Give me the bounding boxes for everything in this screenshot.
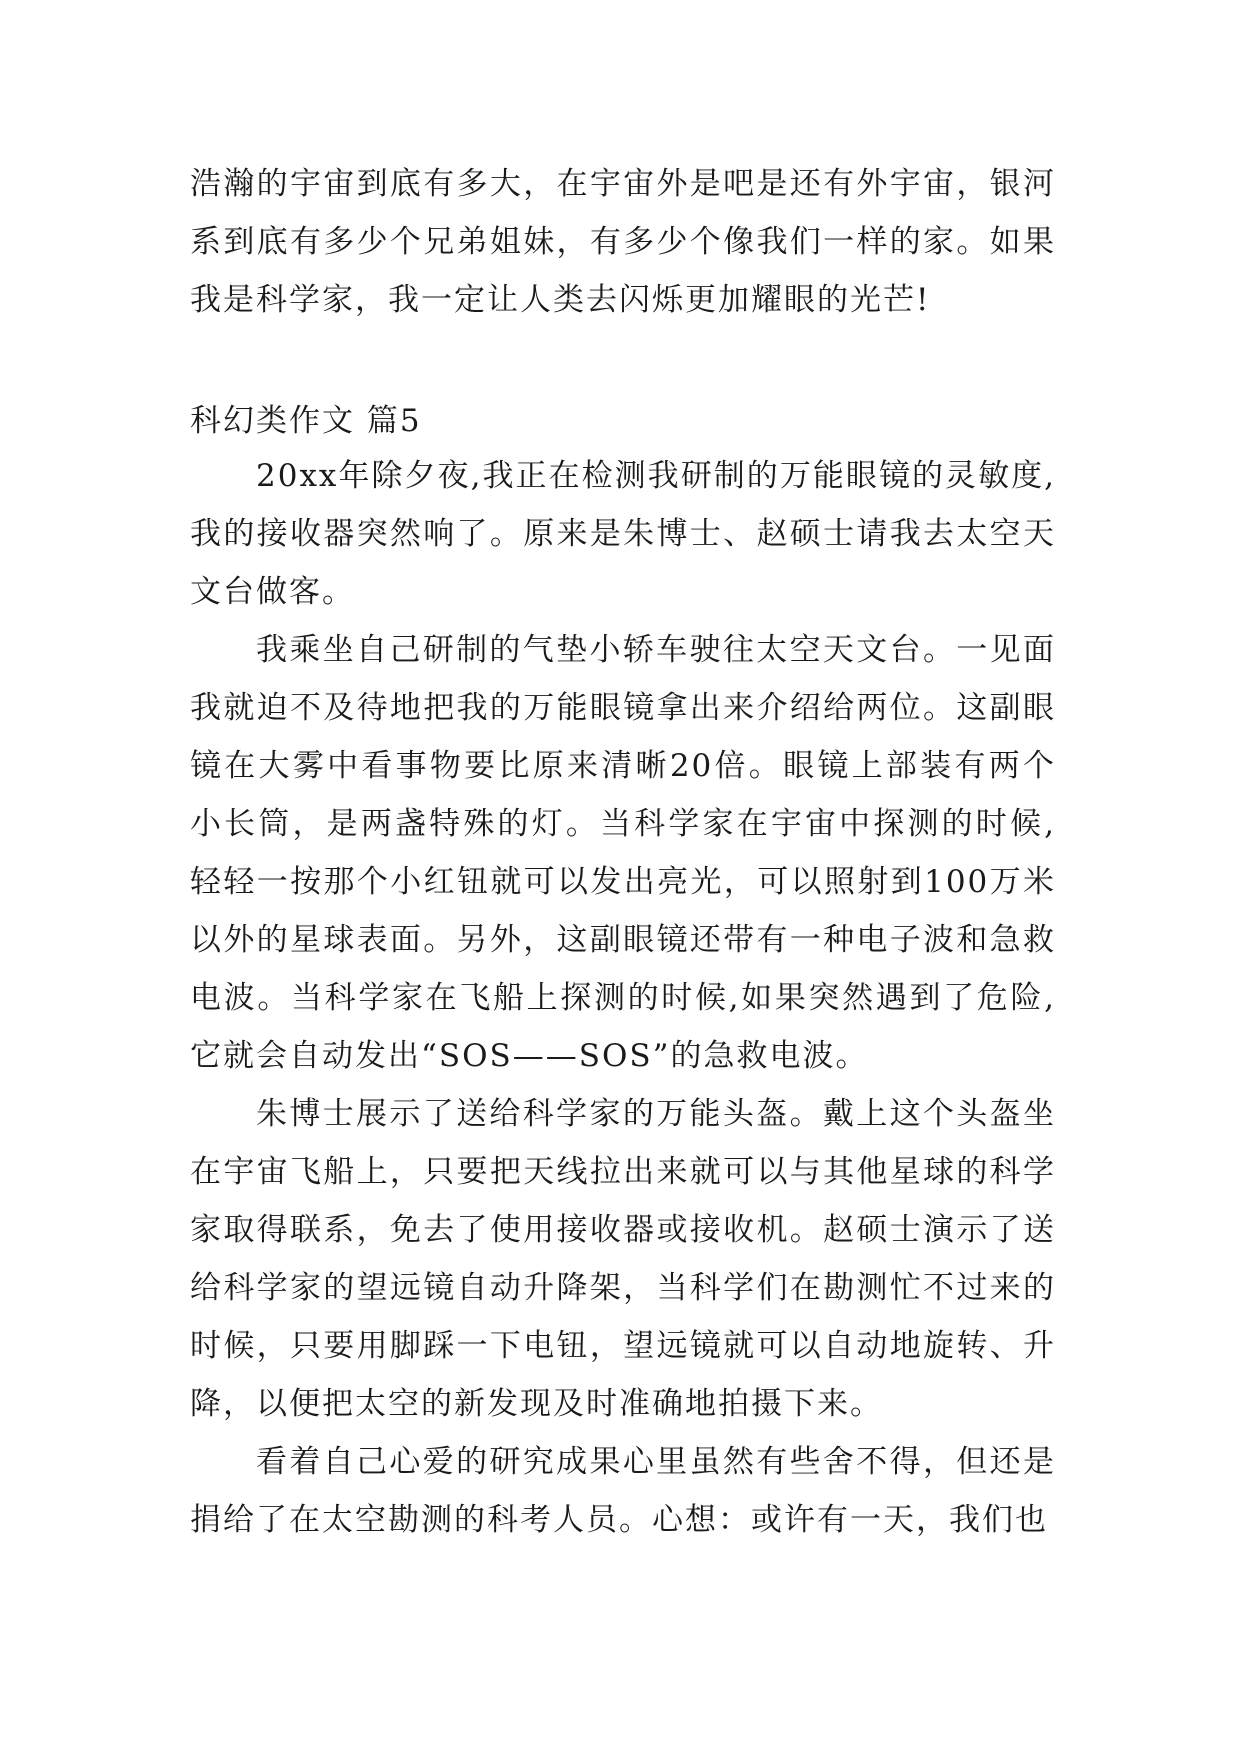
paragraph-2: 我乘坐自己研制的气垫小轿车驶往太空天文台。一见面我就迫不及待地把我的万能眼镜拿出来介绍给两位。这副眼镜在大雾中看事物要比原来清晰20倍。眼镜上部装有两个小长筒，是两盏特殊的灯。当科学家在宇宙中探测的时候,轻轻一按那个小红钮就可以发出亮光，可以照射到100万米以外的星球表面。另外，这副眼镜还带有一种电子波和急救电波。当科学家在飞船上探测的时候,如果突然遇到了危险,它就会自动发出“SOS——SOS”的急救电波。 — [190, 632, 1056, 1074]
paragraph-3: 朱博士展示了送给科学家的万能头盔。戴上这个头盔坐在宇宙飞船上，只要把天线拉出来就可以与其他星球的科学家取得联系，免去了使用接收器或接收机。赵硕士演示了送给科学家的望远镜自动升降架，当科学们在勘测忙不过来的时候，只要用脚踩一下电钮，望远镜就可以自动地旋转、升降，以便把太空的新发现及时准确地拍摄下来。 — [190, 1096, 1056, 1422]
paragraph-4: 看着自己心爱的研究成果心里虽然有些舍不得，但还是捐给了在太空勘测的科考人员。心想：或许有一天，我们也 — [190, 1444, 1056, 1538]
opening-paragraph: 浩瀚的宇宙到底有多大，在宇宙外是吧是还有外宇宙，银河系到底有多少个兄弟姐妹，有多少个像我们一样的家。如果我是科学家，我一定让人类去闪烁更加耀眼的光芒! — [190, 166, 1056, 318]
paragraph-1: 20xx年除夕夜,我正在检测我研制的万能眼镜的灵敏度,我的接收器突然响了。原来是朱博士、赵硕士请我去太空天文台做客。 — [190, 458, 1056, 610]
section-title: 科幻类作文 篇5 — [190, 403, 422, 439]
article-body — [190, 447, 1056, 1549]
